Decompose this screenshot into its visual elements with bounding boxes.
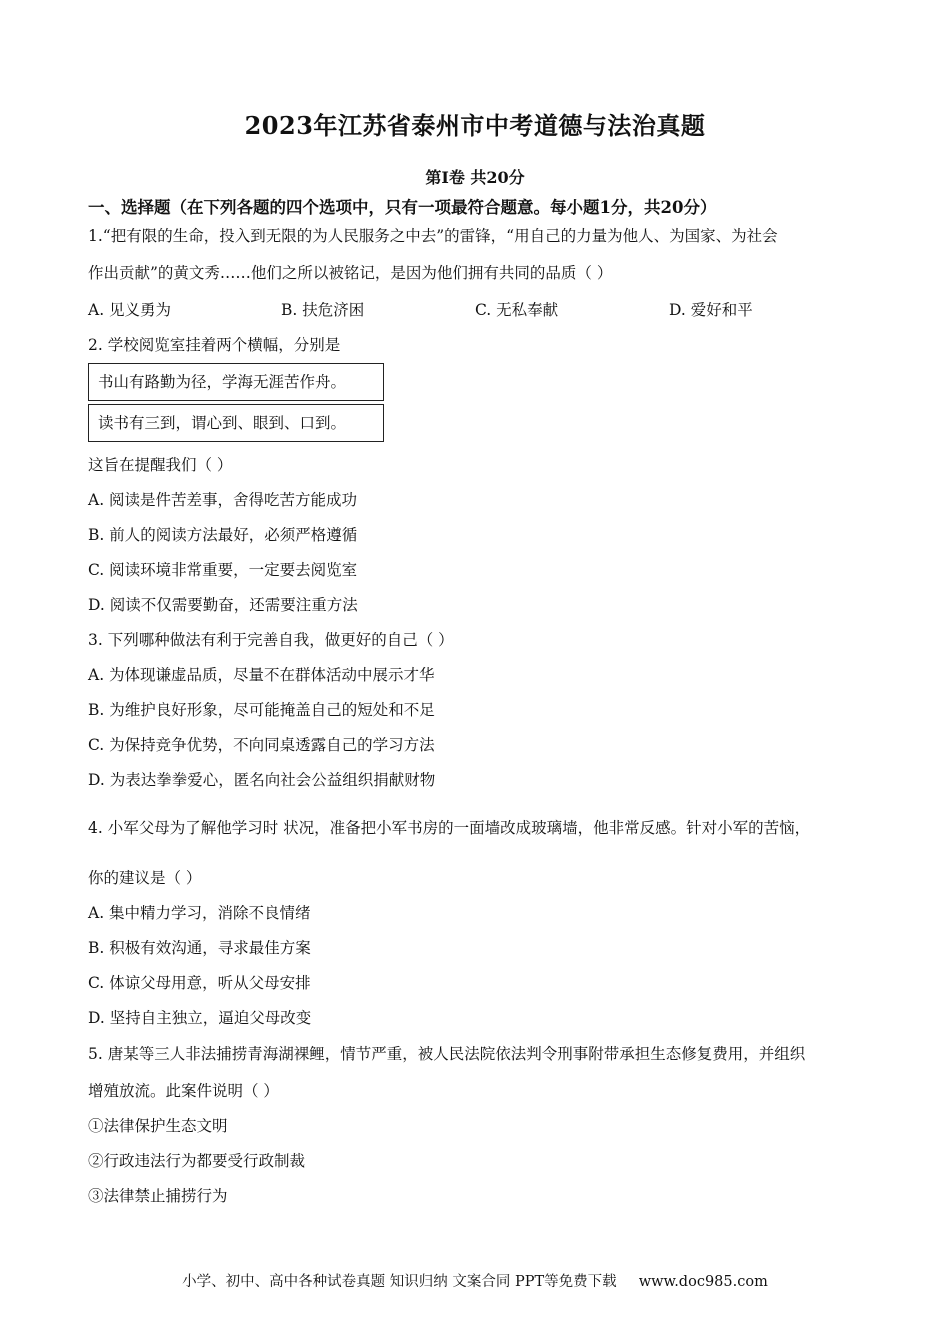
- question-5-item-3: ③法律禁止捕捞行为: [88, 1187, 228, 1205]
- question-3-option-a: A. 为体现谦虚品质，尽量不在群体活动中展示才华: [88, 666, 435, 684]
- question-4-option-c: C. 体谅父母用意，听从父母安排: [88, 974, 311, 992]
- banner-1: 书山有路勤为径，学海无涯苦作舟。: [88, 363, 384, 401]
- question-2-stem: 2. 学校阅览室挂着两个横幅，分别是: [88, 336, 341, 354]
- question-2-option-b: B. 前人的阅读方法最好，必须严格遵循: [88, 526, 358, 544]
- footer-text: 小学、初中、高中各种试卷真题 知识归纳 文案合同 PPT等免费下载: [182, 1274, 617, 1290]
- question-3-stem: 3. 下列哪种做法有利于完善自我，做更好的自己（ ）: [88, 631, 454, 649]
- question-2-option-d: D. 阅读不仅需要勤奋，还需要注重方法: [88, 596, 358, 614]
- footer-url[interactable]: www.doc985.com: [638, 1274, 768, 1290]
- question-1-option-b: B. 扶危济困: [281, 301, 365, 319]
- question-4-option-d: D. 坚持自主独立，逼迫父母改变: [88, 1009, 312, 1027]
- question-5-line-2: 增殖放流。此案件说明（ ）: [88, 1082, 279, 1100]
- exam-title: 2023年江苏省泰州市中考道德与法治真题: [244, 111, 706, 140]
- question-3-option-b: B. 为维护良好形象，尽可能掩盖自己的短处和不足: [88, 701, 435, 719]
- question-1-option-a: A. 见义勇为: [88, 301, 172, 319]
- question-4-line-1: 4. 小军父母为了解他学习时 状况，准备把小军书房的一面墙改成玻璃墙，他非常反感。针对小军的苦恼，: [88, 819, 811, 837]
- question-4-option-b: B. 积极有效沟通，寻求最佳方案: [88, 939, 311, 957]
- question-5-line-1: 5. 唐某等三人非法捕捞青海湖裸鲤，情节严重，被人民法院依法判令刑事附带承担生态修复费用，并组织: [88, 1045, 806, 1063]
- question-1-line-2: 作出贡献”的黄文秀……他们之所以被铭记，是因为他们拥有共同的品质（ ）: [88, 264, 613, 282]
- question-5-item-2: ②行政违法行为都要受行政制裁: [88, 1152, 306, 1170]
- question-4-line-2: 你的建议是（ ）: [88, 869, 202, 887]
- question-3-option-d: D. 为表达拳拳爱心，匿名向社会公益组织捐献财物: [88, 771, 436, 789]
- section-heading: 一、选择题（在下列各题的四个选项中，只有一项最符合题意。每小题1分，共20分）: [88, 198, 717, 217]
- paper-part-heading: 第Ⅰ卷 共20分: [425, 168, 525, 187]
- question-2-prompt: 这旨在提醒我们（ ）: [88, 456, 233, 474]
- banner-2: 读书有三到，谓心到、眼到、口到。: [88, 404, 384, 442]
- page-footer: [0, 1270, 950, 1291]
- question-5-item-1: ①法律保护生态文明: [88, 1117, 228, 1135]
- question-2-option-a: A. 阅读是件苦差事，舍得吃苦方能成功: [88, 491, 358, 509]
- question-1-line-1: 1.“把有限的生命，投入到无限的为人民服务之中去”的雷锋，“用自己的力量为他人、为国家、为社会: [88, 227, 778, 245]
- question-2-option-c: C. 阅读环境非常重要，一定要去阅览室: [88, 561, 358, 579]
- question-1-option-d: D. 爱好和平: [669, 301, 753, 319]
- question-4-option-a: A. 集中精力学习，消除不良情绪: [88, 904, 311, 922]
- question-1-option-c: C. 无私奉献: [475, 301, 559, 319]
- question-3-option-c: C. 为保持竞争优势，不向同桌透露自己的学习方法: [88, 736, 435, 754]
